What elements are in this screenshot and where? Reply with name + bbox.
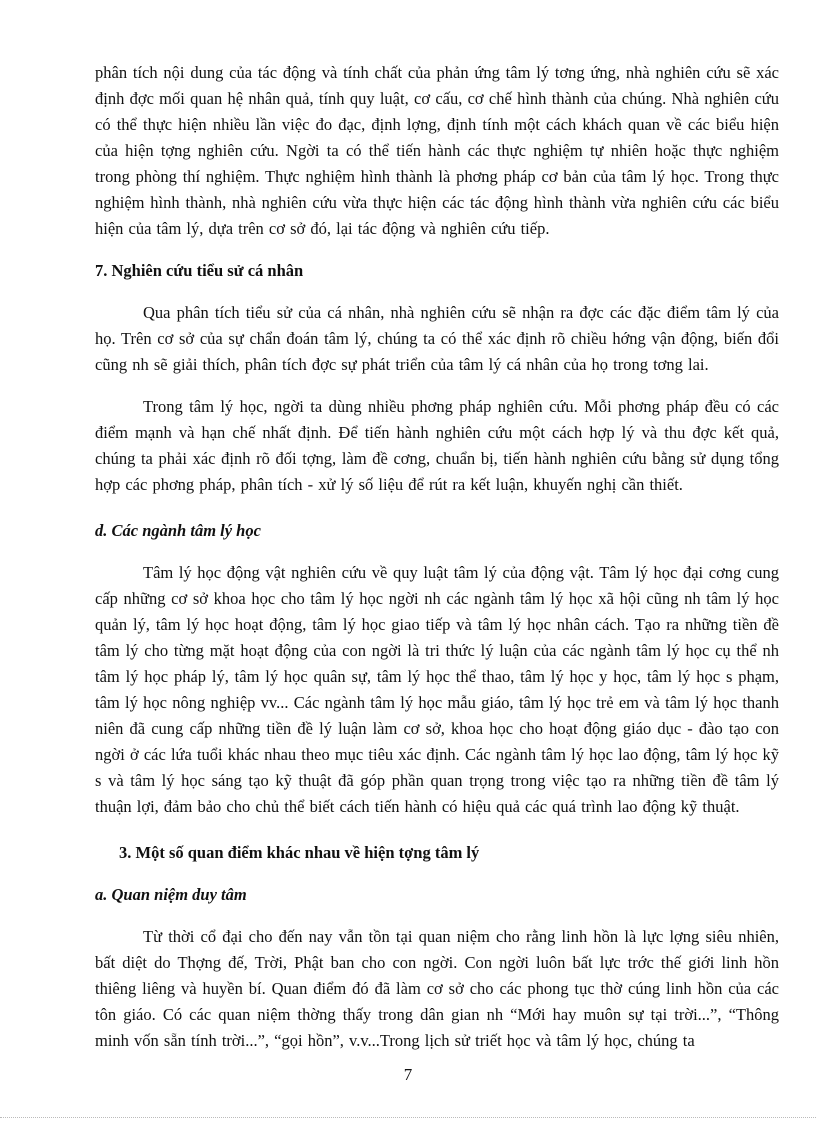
heading-section-a: a. Quan niệm duy tâm (95, 885, 247, 904)
paragraph-psychology-branches: Tâm lý học động vật nghiên cứu về quy luật tâm lý của động vật. Tâm lý học đại cơng cung cấp những cơ sở khoa học cho tâm lý học ngời nh các ngành tâm lý học xã hội cũng nh tâm lý học quản lý, tâm lý học hoạt động, tâm lý học giao tiếp và tâm lý học nhân cách. Tạo ra những tiền đề tâm lý cho từng mặt hoạt động của con ngời là tri thức lý luận của các ngành tâm lý học cụ thể nh tâm lý học pháp lý, tâm lý học quân sự, tâm lý học thể thao, tâm lý học y học, tâm lý học s phạm, tâm lý học nông nghiệp vv... Các ngành tâm lý học mẫu giáo, tâm lý học trẻ em và tâm lý học thanh niên đã cung cấp những tiền đề lý luận làm cơ sở, khoa học cho hoạt động giáo dục - đào tạo con ngời ở các lứa tuổi khác nhau theo mục tiêu xác định. Các ngành tâm lý học lao động, tâm lý học kỹ s và tâm lý học sáng tạo kỹ thuật đã góp phần quan trọng trong việc tạo ra những tiền đề tâm lý thuận lợi, đảm bảo cho chủ thể biết cách tiến hành có hiệu quả các quá trình lao động kỹ thuật. (95, 563, 779, 816)
heading-section-d: d. Các ngành tâm lý học (95, 521, 261, 540)
page-number: 7 (403, 1065, 413, 1084)
heading-section-3: 3. Một số quan điểm khác nhau về hiện tợng tâm lý (119, 843, 480, 862)
heading-section-7: 7. Nghiên cứu tiểu sử cá nhân (95, 261, 304, 280)
page-content (95, 60, 779, 1054)
paragraph-experiment-method: phân tích nội dung của tác động và tính chất của phản ứng tâm lý tơng ứng, nhà nghiên cứu sẽ xác định đợc mối quan hệ nhân quả, tính quy luật, cơ cấu, cơ chế hình thành của chúng. Nhà nghiên cứu có thể thực hiện nhiều lần việc đo đạc, định lợng, định tính một cách khách quan về các biểu hiện của hiện tợng nghiên cứu. Ngời ta có thể tiến hành các thực nghiệm tự nhiên hoặc thực nghiệm trong phòng thí nghiệm. Thực nghiệm hình thành là phơng pháp cơ bản của tâm lý học. Trong thực nghiệm hình thành, nhà nghiên cứu vừa thực hiện các tác động hình thành vừa nghiên cứu các biểu hiện của tâm lý, dựa trên cơ sở đó, lại tác động và nghiên cứu tiếp. (95, 63, 779, 238)
footer-divider (0, 1117, 816, 1118)
paragraph-biography: Qua phân tích tiểu sử của cá nhân, nhà nghiên cứu sẽ nhận ra đợc các đặc điểm tâm lý của họ. Trên cơ sở của sự chẩn đoán tâm lý, chúng ta có thể xác định rõ chiều hớng vận động, biến đổi cũng nh sẽ giải thích, phân tích đợc sự phát triển của tâm lý cá nhân của họ trong tơng lai. (95, 303, 779, 374)
paragraph-idealism: Từ thời cổ đại cho đến nay vẫn tồn tại quan niệm cho rằng linh hồn là lực lợng siêu nhiên, bất diệt do Thợng đế, Trời, Phật ban cho con ngời. Con ngời luôn bất lực trớc thế giới linh hồn thiêng liêng và huyền bí. Quan điểm đó đã làm cơ sở cho các phong tục thờ cúng linh hồn của các tôn giáo. Có các quan niệm thờng thấy trong dân gian nh “Mới hay muôn sự tại trời...”, “Thông minh vốn sẵn tính trời...”, “gọi hồn”, v.v...Trong lịch sử triết học và tâm lý học, chúng ta (95, 927, 779, 1050)
paragraph-methods-summary: Trong tâm lý học, ngời ta dùng nhiều phơng pháp nghiên cứu. Mỗi phơng pháp đều có các điểm mạnh và hạn chế nhất định. Để tiến hành nghiên cứu một cách hợp lý và thu đợc kết quả, chúng ta phải xác định rõ đối tợng, làm đề cơng, chuẩn bị, tiến hành nghiên cứu bằng sử dụng tổng hợp các phơng pháp, phân tích - xử lý số liệu để rút ra kết luận, khuyến nghị cần thiết. (95, 397, 779, 494)
